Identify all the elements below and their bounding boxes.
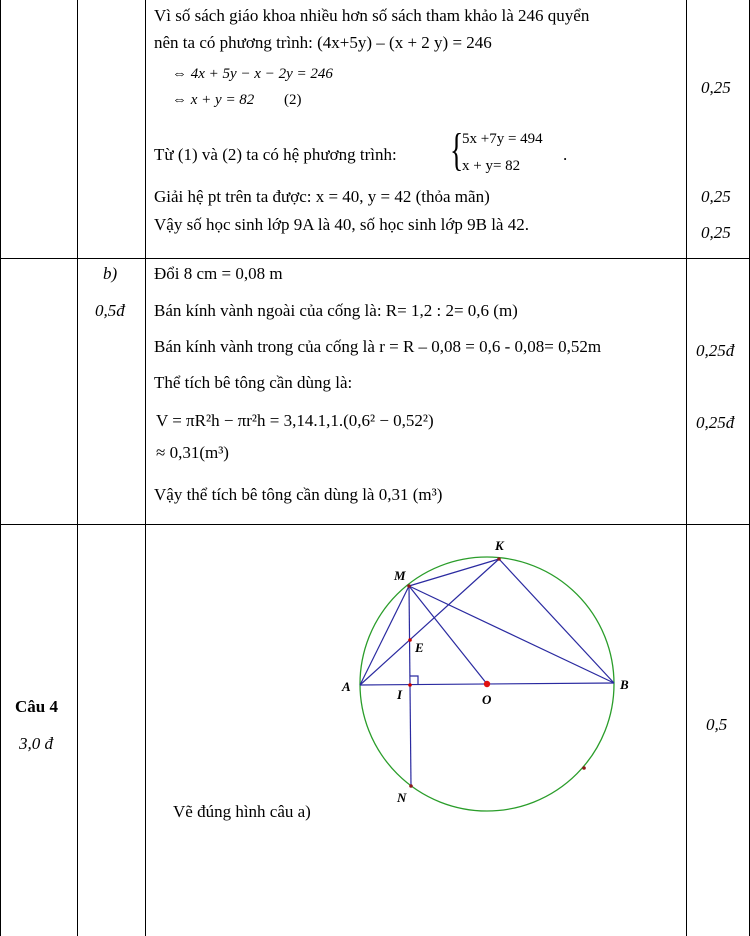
point-k — [497, 557, 501, 561]
right-angle-mark — [410, 676, 418, 685]
point-i — [408, 683, 412, 687]
row1-score1: 0,25 — [701, 78, 731, 97]
row2-score2: 0,25đ — [696, 413, 735, 432]
row2-part-points: 0,5đ — [95, 301, 125, 320]
row3-question: Câu 4 — [15, 697, 58, 716]
row3-score: 0,5 — [706, 715, 728, 734]
row3-question-points: 3,0 đ — [19, 734, 53, 753]
row1-system-eq1: 5x +7y = 494 — [462, 131, 543, 147]
segment-mk — [409, 559, 499, 586]
table-col-divider-2 — [145, 0, 146, 936]
point-o — [484, 681, 490, 687]
row1-system-intro: Từ (1) và (2) ta có hệ phương trình: — [154, 145, 397, 164]
segment-mo — [409, 586, 487, 684]
row2-conclusion: Vậy thể tích bê tông cần dùng là 0,31 (m³) — [154, 485, 443, 504]
system-brace: { — [450, 124, 464, 175]
label-m: M — [394, 568, 406, 583]
row1-eq2: ⇔ x + y = 82 — [172, 92, 255, 108]
row1-line2: nên ta có phương trình: (4x+5y) – (x + 2 y) = 246 — [154, 33, 492, 52]
row1-eq2-tag: (2) — [284, 92, 302, 108]
row1-solve: Giải hệ pt trên ta được: x = 40, y = 42 (thỏa mãn) — [154, 187, 490, 206]
table-row-divider-1 — [0, 258, 750, 259]
table-border-left — [0, 0, 1, 936]
label-e: E — [415, 640, 424, 655]
row2-approx: ≈ 0,31(m³) — [156, 443, 229, 462]
segment-ak — [360, 559, 499, 685]
geometry-figure — [330, 530, 660, 820]
row2-formula: V = πR²h − πr²h = 3,14.1,1.(0,6² − 0,52²) — [156, 411, 434, 430]
table-col-divider-1 — [77, 0, 78, 936]
row1-system-end: . — [563, 145, 568, 164]
label-a: A — [342, 679, 351, 694]
row1-eq1: ⇔ 4x + 5y − x − 2y = 246 — [172, 66, 333, 82]
row2-line2: Bán kính vành ngoài của cống là: R= 1,2 : 2= 0,6 (m) — [154, 301, 518, 320]
row1-line1: Vì số sách giáo khoa nhiều hơn số sách tham khảo là 246 quyển — [154, 6, 590, 25]
row1-system-eq2: x + y= 82 — [462, 158, 521, 174]
row3-caption: Vẽ đúng hình câu a) — [173, 802, 311, 821]
label-k: K — [495, 538, 504, 553]
row2-score1: 0,25đ — [696, 341, 735, 360]
row2-line4: Thể tích bê tông cần dùng là: — [154, 373, 353, 392]
segment-ma — [360, 586, 409, 685]
label-o: O — [482, 692, 492, 707]
row1-conclusion: Vậy số học sinh lớp 9A là 40, số học sinh lớp 9B là 42. — [154, 215, 529, 234]
row1-score3: 0,25 — [701, 223, 731, 242]
label-n: N — [397, 790, 407, 805]
label-i: I — [397, 687, 403, 702]
point-extra — [582, 766, 586, 770]
row2-part: b) — [103, 264, 118, 283]
table-col-divider-3 — [686, 0, 687, 936]
row1-score2: 0,25 — [701, 187, 731, 206]
point-n — [409, 784, 413, 788]
row2-line1: Đổi 8 cm = 0,08 m — [154, 264, 283, 283]
row2-line3: Bán kính vành trong của cống là r = R – 0,08 = 0,6 - 0,08= 0,52m — [154, 337, 602, 356]
point-m — [407, 584, 411, 588]
point-e — [408, 638, 412, 642]
label-b: B — [620, 677, 629, 692]
table-row-divider-2 — [0, 524, 750, 525]
